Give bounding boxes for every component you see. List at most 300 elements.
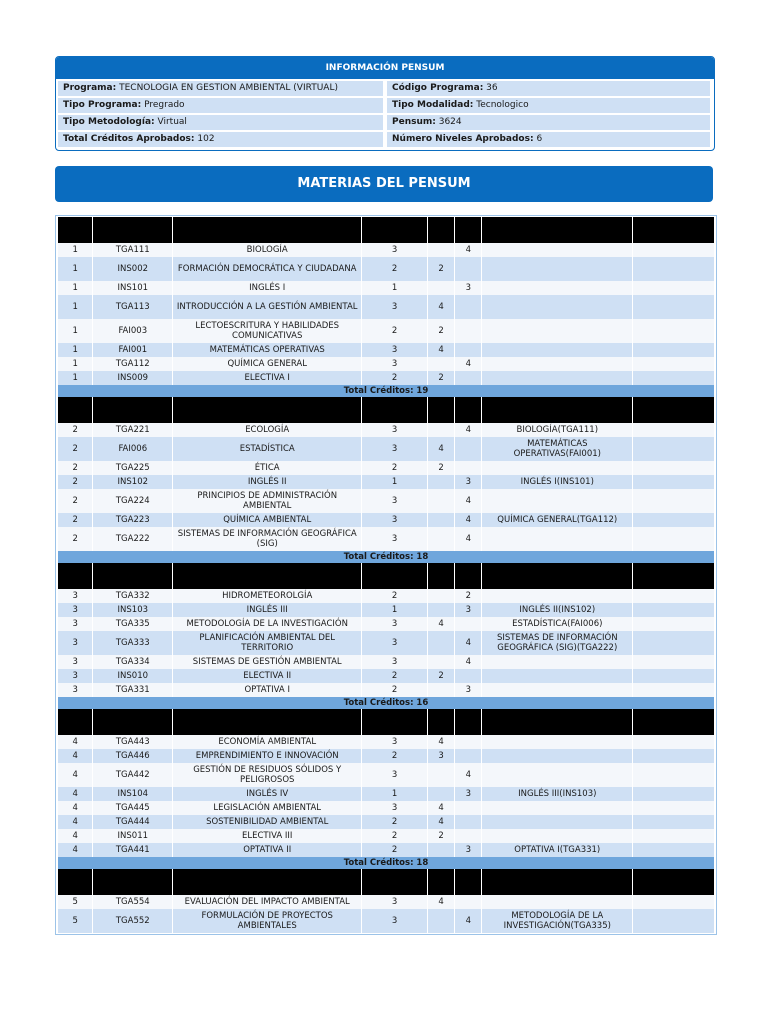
table-row: [58, 475, 714, 489]
extra-cell: [633, 295, 714, 319]
credits-cell: 3: [362, 895, 427, 909]
level-cell: 4: [58, 801, 92, 815]
prerequisite-cell: [482, 801, 632, 815]
credits-cell: 3: [362, 437, 427, 461]
level-header-cell: [58, 709, 92, 735]
code-cell: TGA222: [93, 527, 172, 551]
subject-cell: SISTEMAS DE GESTIÓN AMBIENTAL: [173, 655, 361, 669]
subject-cell: SOSTENIBILIDAD AMBIENTAL: [173, 815, 361, 829]
code-cell: TGA223: [93, 513, 172, 527]
code-cell: TGA443: [93, 735, 172, 749]
level-header-cell: [173, 869, 361, 895]
level-header-cell: [428, 709, 454, 735]
extra-cell: [633, 371, 714, 385]
code-cell: TGA221: [93, 423, 172, 437]
extra-cell: [633, 843, 714, 857]
total-credits-row: [58, 385, 714, 397]
subject-cell: ELECTIVA I: [173, 371, 361, 385]
hours-a-cell: 4: [428, 295, 454, 319]
prerequisite-cell: [482, 489, 632, 513]
level-header-cell: [428, 869, 454, 895]
subject-cell: QUÍMICA GENERAL: [173, 357, 361, 371]
table-row: [58, 815, 714, 829]
level-header-cell: [93, 563, 172, 589]
hours-b-cell: 4: [455, 513, 481, 527]
prerequisite-cell: [482, 319, 632, 343]
hours-b-cell: 3: [455, 683, 481, 697]
code-cell: TGA111: [93, 243, 172, 257]
subject-cell: ECOLOGÍA: [173, 423, 361, 437]
extra-cell: [633, 669, 714, 683]
info-field: [387, 132, 710, 147]
hours-b-cell: [455, 437, 481, 461]
code-cell: TGA112: [93, 357, 172, 371]
subject-cell: OPTATIVA I: [173, 683, 361, 697]
code-cell: FAI003: [93, 319, 172, 343]
prerequisite-cell: [482, 895, 632, 909]
credits-cell: 2: [362, 589, 427, 603]
level-cell: 1: [58, 319, 92, 343]
prerequisite-cell: [482, 683, 632, 697]
extra-cell: [633, 489, 714, 513]
hours-b-cell: 4: [455, 909, 481, 933]
table-row: [58, 801, 714, 815]
credits-cell: 2: [362, 815, 427, 829]
hours-b-cell: 4: [455, 631, 481, 655]
total-credits-row: [58, 697, 714, 709]
extra-cell: [633, 801, 714, 815]
credits-cell: 3: [362, 763, 427, 787]
credits-cell: 3: [362, 801, 427, 815]
level-header-cell: [633, 397, 714, 423]
extra-cell: [633, 423, 714, 437]
level-header-cell: [58, 217, 92, 243]
total-credits: Total Créditos: 18: [58, 551, 714, 563]
table-row: [58, 749, 714, 763]
prerequisite-cell: ESTADÍSTICA(FAI006): [482, 617, 632, 631]
total-credits: Total Créditos: 19: [58, 385, 714, 397]
credits-cell: 3: [362, 357, 427, 371]
credits-cell: 3: [362, 617, 427, 631]
info-panel-header: INFORMACIÓN PENSUM: [56, 57, 714, 79]
subject-cell: PLANIFICACIÓN AMBIENTAL DEL TERRITORIO: [173, 631, 361, 655]
extra-cell: [633, 909, 714, 933]
table-row: [58, 295, 714, 319]
table-row: [58, 631, 714, 655]
table-row: [58, 603, 714, 617]
table-row: [58, 787, 714, 801]
code-cell: TGA554: [93, 895, 172, 909]
hours-a-cell: 4: [428, 801, 454, 815]
prerequisite-cell: [482, 749, 632, 763]
level-header-cell: [633, 709, 714, 735]
level-header-cell: [455, 869, 481, 895]
subject-cell: LECTOESCRITURA Y HABILIDADES COMUNICATIVAS: [173, 319, 361, 343]
credits-cell: 2: [362, 319, 427, 343]
info-field-label: Código Programa:: [392, 83, 484, 93]
pensum-table-container: [55, 215, 717, 935]
code-cell: TGA335: [93, 617, 172, 631]
hours-a-cell: [428, 763, 454, 787]
info-field-label: Total Créditos Aprobados:: [63, 134, 195, 144]
credits-cell: 1: [362, 603, 427, 617]
table-row: [58, 617, 714, 631]
hours-b-cell: 4: [455, 489, 481, 513]
hours-a-cell: [428, 631, 454, 655]
table-row: [58, 843, 714, 857]
credits-cell: 3: [362, 243, 427, 257]
extra-cell: [633, 749, 714, 763]
credits-cell: 2: [362, 749, 427, 763]
table-row: [58, 527, 714, 551]
level-cell: 1: [58, 357, 92, 371]
pensum-info-panel: [55, 56, 715, 151]
level-header-cell: [482, 217, 632, 243]
level-cell: 2: [58, 513, 92, 527]
subject-cell: ELECTIVA III: [173, 829, 361, 843]
hours-a-cell: [428, 513, 454, 527]
level-cell: 3: [58, 655, 92, 669]
info-field-value: 36: [486, 83, 498, 93]
total-credits: Total Créditos: 16: [58, 697, 714, 709]
table-row: [58, 683, 714, 697]
level-header-cell: [173, 217, 361, 243]
hours-b-cell: 3: [455, 603, 481, 617]
level-header-cell: [428, 217, 454, 243]
hours-a-cell: [428, 787, 454, 801]
hours-a-cell: [428, 655, 454, 669]
level-header-cell: [173, 563, 361, 589]
info-field-value: 102: [197, 134, 215, 144]
hours-b-cell: [455, 815, 481, 829]
subject-cell: INGLÉS II: [173, 475, 361, 489]
extra-cell: [633, 589, 714, 603]
info-field-value: 3624: [438, 117, 462, 127]
extra-cell: [633, 319, 714, 343]
hours-b-cell: [455, 829, 481, 843]
hours-a-cell: 4: [428, 815, 454, 829]
info-field-label: Tipo Programa:: [63, 100, 142, 110]
level-cell: 3: [58, 631, 92, 655]
prerequisite-cell: [482, 281, 632, 295]
hours-a-cell: [428, 603, 454, 617]
credits-cell: 3: [362, 909, 427, 933]
level-header-row: [58, 563, 714, 589]
hours-a-cell: [428, 843, 454, 857]
prerequisite-cell: MATEMÁTICAS OPERATIVAS(FAI001): [482, 437, 632, 461]
hours-b-cell: [455, 343, 481, 357]
level-cell: 1: [58, 295, 92, 319]
extra-cell: [633, 257, 714, 281]
info-field: [58, 132, 383, 147]
level-header-cell: [93, 709, 172, 735]
extra-cell: [633, 631, 714, 655]
level-cell: 2: [58, 527, 92, 551]
table-row: [58, 319, 714, 343]
level-header-cell: [58, 869, 92, 895]
extra-cell: [633, 243, 714, 257]
credits-cell: 3: [362, 655, 427, 669]
level-cell: 4: [58, 735, 92, 749]
level-cell: 2: [58, 461, 92, 475]
code-cell: INS103: [93, 603, 172, 617]
credits-cell: 2: [362, 461, 427, 475]
subject-cell: MATEMÁTICAS OPERATIVAS: [173, 343, 361, 357]
level-cell: 1: [58, 343, 92, 357]
credits-cell: 2: [362, 371, 427, 385]
hours-a-cell: 2: [428, 319, 454, 343]
extra-cell: [633, 461, 714, 475]
level-header-cell: [455, 397, 481, 423]
table-row: [58, 513, 714, 527]
info-field-value: Tecnologico: [476, 100, 529, 110]
table-row: [58, 281, 714, 295]
level-header-cell: [633, 217, 714, 243]
subject-cell: QUÍMICA AMBIENTAL: [173, 513, 361, 527]
hours-b-cell: [455, 617, 481, 631]
level-cell: 2: [58, 423, 92, 437]
prerequisite-cell: [482, 371, 632, 385]
level-cell: 4: [58, 815, 92, 829]
credits-cell: 2: [362, 683, 427, 697]
extra-cell: [633, 527, 714, 551]
prerequisite-cell: [482, 815, 632, 829]
table-row: [58, 257, 714, 281]
extra-cell: [633, 281, 714, 295]
hours-a-cell: [428, 423, 454, 437]
info-field-label: Número Niveles Aprobados:: [392, 134, 534, 144]
extra-cell: [633, 815, 714, 829]
code-cell: FAI001: [93, 343, 172, 357]
level-header-cell: [482, 709, 632, 735]
extra-cell: [633, 513, 714, 527]
level-cell: 2: [58, 489, 92, 513]
extra-cell: [633, 357, 714, 371]
hours-a-cell: [428, 357, 454, 371]
prerequisite-cell: QUÍMICA GENERAL(TGA112): [482, 513, 632, 527]
level-header-cell: [93, 217, 172, 243]
prerequisite-cell: [482, 735, 632, 749]
credits-cell: 3: [362, 295, 427, 319]
table-row: [58, 357, 714, 371]
hours-a-cell: 4: [428, 617, 454, 631]
hours-b-cell: 4: [455, 655, 481, 669]
hours-b-cell: 4: [455, 527, 481, 551]
level-header-cell: [482, 869, 632, 895]
credits-cell: 3: [362, 735, 427, 749]
info-field-value: 6: [536, 134, 543, 144]
code-cell: TGA441: [93, 843, 172, 857]
extra-cell: [633, 735, 714, 749]
code-cell: TGA113: [93, 295, 172, 319]
info-field: [58, 98, 383, 113]
prerequisite-cell: [482, 243, 632, 257]
level-header-cell: [173, 709, 361, 735]
table-row: [58, 829, 714, 843]
prerequisite-cell: INGLÉS I(INS101): [482, 475, 632, 489]
level-cell: 1: [58, 281, 92, 295]
code-cell: TGA332: [93, 589, 172, 603]
credits-cell: 1: [362, 281, 427, 295]
code-cell: INS002: [93, 257, 172, 281]
hours-a-cell: [428, 489, 454, 513]
credits-cell: 3: [362, 513, 427, 527]
level-header-cell: [93, 397, 172, 423]
table-row: [58, 437, 714, 461]
extra-cell: [633, 655, 714, 669]
extra-cell: [633, 343, 714, 357]
subject-cell: INGLÉS III: [173, 603, 361, 617]
hours-b-cell: [455, 801, 481, 815]
info-field: [387, 115, 710, 130]
info-field-label: Programa:: [63, 83, 117, 93]
subject-cell: BIOLOGÍA: [173, 243, 361, 257]
hours-b-cell: 4: [455, 357, 481, 371]
extra-cell: [633, 603, 714, 617]
subject-cell: EVALUACIÓN DEL IMPACTO AMBIENTAL: [173, 895, 361, 909]
prerequisite-cell: [482, 589, 632, 603]
credits-cell: 3: [362, 527, 427, 551]
code-cell: INS010: [93, 669, 172, 683]
extra-cell: [633, 437, 714, 461]
extra-cell: [633, 763, 714, 787]
level-cell: 3: [58, 669, 92, 683]
level-cell: 4: [58, 843, 92, 857]
info-field: [387, 98, 710, 113]
level-cell: 2: [58, 475, 92, 489]
subject-cell: METODOLOGÍA DE LA INVESTIGACIÓN: [173, 617, 361, 631]
table-row: [58, 489, 714, 513]
subject-cell: INGLÉS I: [173, 281, 361, 295]
subject-cell: SISTEMAS DE INFORMACIÓN GEOGRÁFICA (SIG): [173, 527, 361, 551]
level-header-row: [58, 217, 714, 243]
code-cell: TGA552: [93, 909, 172, 933]
hours-b-cell: [455, 749, 481, 763]
credits-cell: 2: [362, 843, 427, 857]
hours-a-cell: [428, 683, 454, 697]
level-header-row: [58, 709, 714, 735]
hours-b-cell: [455, 895, 481, 909]
hours-b-cell: 3: [455, 475, 481, 489]
hours-b-cell: [455, 735, 481, 749]
credits-cell: 2: [362, 669, 427, 683]
hours-a-cell: 2: [428, 829, 454, 843]
table-row: [58, 735, 714, 749]
info-field-label: Tipo Modalidad:: [392, 100, 474, 110]
info-field: [58, 81, 383, 96]
info-field: [387, 81, 710, 96]
level-cell: 3: [58, 617, 92, 631]
credits-cell: 3: [362, 343, 427, 357]
subject-cell: ÉTICA: [173, 461, 361, 475]
credits-cell: 2: [362, 257, 427, 281]
subject-cell: ESTADÍSTICA: [173, 437, 361, 461]
prerequisite-cell: [482, 669, 632, 683]
code-cell: INS009: [93, 371, 172, 385]
level-header-cell: [633, 563, 714, 589]
hours-b-cell: 4: [455, 763, 481, 787]
credits-cell: 3: [362, 489, 427, 513]
total-credits-row: [58, 857, 714, 869]
info-grid: [56, 79, 714, 150]
hours-b-cell: [455, 257, 481, 281]
hours-b-cell: 3: [455, 843, 481, 857]
subject-cell: INGLÉS IV: [173, 787, 361, 801]
hours-b-cell: 4: [455, 423, 481, 437]
prerequisite-cell: [482, 655, 632, 669]
extra-cell: [633, 475, 714, 489]
table-row: [58, 371, 714, 385]
hours-b-cell: [455, 461, 481, 475]
hours-a-cell: 3: [428, 749, 454, 763]
level-cell: 1: [58, 371, 92, 385]
credits-cell: 1: [362, 475, 427, 489]
hours-a-cell: 2: [428, 371, 454, 385]
level-header-cell: [455, 563, 481, 589]
level-header-cell: [482, 563, 632, 589]
level-header-cell: [428, 563, 454, 589]
code-cell: INS102: [93, 475, 172, 489]
table-row: [58, 423, 714, 437]
info-field-label: Pensum:: [392, 117, 436, 127]
subject-cell: OPTATIVA II: [173, 843, 361, 857]
hours-a-cell: [428, 243, 454, 257]
prerequisite-cell: [482, 763, 632, 787]
code-cell: TGA333: [93, 631, 172, 655]
level-cell: 3: [58, 683, 92, 697]
extra-cell: [633, 829, 714, 843]
table-row: [58, 655, 714, 669]
hours-a-cell: 4: [428, 343, 454, 357]
credits-cell: 3: [362, 423, 427, 437]
extra-cell: [633, 617, 714, 631]
prerequisite-cell: [482, 295, 632, 319]
level-cell: 1: [58, 243, 92, 257]
level-header-cell: [93, 869, 172, 895]
hours-a-cell: 2: [428, 461, 454, 475]
credits-cell: 3: [362, 631, 427, 655]
level-cell: 4: [58, 787, 92, 801]
info-field: [58, 115, 383, 130]
level-header-row: [58, 397, 714, 423]
level-header-cell: [362, 709, 427, 735]
subject-cell: LEGISLACIÓN AMBIENTAL: [173, 801, 361, 815]
hours-a-cell: 4: [428, 735, 454, 749]
level-cell: 3: [58, 603, 92, 617]
level-header-cell: [362, 869, 427, 895]
code-cell: INS011: [93, 829, 172, 843]
pensum-table: [57, 217, 715, 933]
subject-cell: PRINCIPIOS DE ADMINISTRACIÓN AMBIENTAL: [173, 489, 361, 513]
info-field-value: TECNOLOGIA EN GESTION AMBIENTAL (VIRTUAL): [119, 83, 338, 93]
hours-a-cell: [428, 909, 454, 933]
prerequisite-cell: [482, 461, 632, 475]
subject-cell: GESTIÓN DE RESIDUOS SÓLIDOS Y PELIGROSOS: [173, 763, 361, 787]
prerequisite-cell: [482, 357, 632, 371]
hours-a-cell: 2: [428, 669, 454, 683]
hours-b-cell: [455, 669, 481, 683]
code-cell: TGA446: [93, 749, 172, 763]
prerequisite-cell: [482, 829, 632, 843]
code-cell: TGA445: [93, 801, 172, 815]
subject-cell: ELECTIVA II: [173, 669, 361, 683]
level-header-row: [58, 869, 714, 895]
hours-a-cell: [428, 527, 454, 551]
level-header-cell: [58, 397, 92, 423]
level-header-cell: [455, 709, 481, 735]
table-row: [58, 763, 714, 787]
prerequisite-cell: METODOLOGÍA DE LA INVESTIGACIÓN(TGA335): [482, 909, 632, 933]
